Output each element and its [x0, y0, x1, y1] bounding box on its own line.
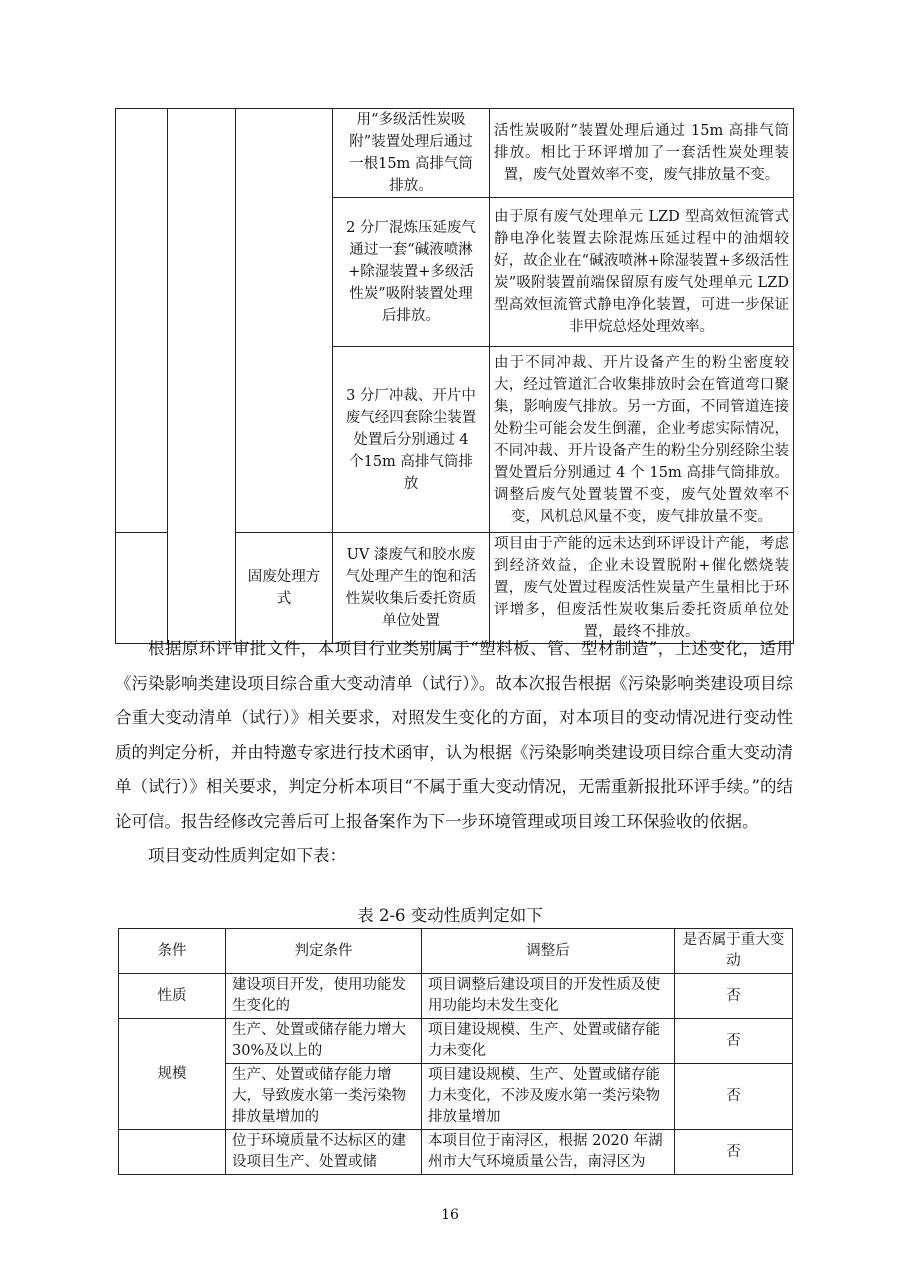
table-row: [119, 1019, 793, 1064]
adjustment-note-cell: 由于原有废气处理单元 LZD 型高效恒流管式静电净化装置去除混炼压延过程中的油烟较好，故企业在“碱液喷淋+除湿装置+多级活性炭”吸附装置前端保留原有废气处理单元 LZD 型高效恒流管式静电净化装置，可进一步保证非甲烷总烃处理效率。: [490, 198, 794, 347]
criterion-cell: 生产、处置或储存能力增大，导致废水第一类污染物排放量增加的: [226, 1064, 422, 1130]
adjustment-note-cell: 项目由于产能的远未达到环评设计产能，考虑到经济效益，企业未设置脱附+催化燃烧装置，废气处置过程废活性炭量产生量相比于环评增多，但废活性炭收集后委托资质单位处置，最终不排放。: [490, 533, 794, 644]
adjusted-cell: 项目调整后建设项目的开发性质及使用功能均未发生变化: [422, 974, 675, 1019]
empty-cell: [236, 109, 333, 533]
page-number: 16: [441, 1207, 459, 1223]
table-row: [116, 109, 794, 198]
table-row: [119, 974, 793, 1019]
category-cell: 固废处理方式: [236, 533, 333, 644]
empty-cell: [116, 109, 168, 533]
empty-cell: [168, 109, 236, 644]
criterion-cell: 位于环境质量不达标区的建设项目生产、处置或储: [226, 1130, 422, 1175]
condition-cell: 规模: [119, 1019, 226, 1130]
criterion-cell: 建设项目开发，使用功能发生变化的: [226, 974, 422, 1019]
original-measure-cell: 2 分厂混炼压延废气通过一套“碱液喷淋+除湿装置+多级活性炭”吸附装置处理后排放。: [333, 198, 490, 347]
adjusted-cell: 本项目位于南浔区，根据 2020 年湖州市大气环境质量公告，南浔区为: [422, 1130, 675, 1175]
adjusted-cell: 项目建设规模、生产、处置或储存能力未变化: [422, 1019, 675, 1064]
original-measure-cell: 3 分厂冲裁、开片中废气经四套除尘装置处置后分别通过 4 个15m 高排气筒排放: [333, 347, 490, 533]
column-header: 判定条件: [226, 929, 422, 974]
empty-cell: [119, 1130, 226, 1175]
table-header-row: [119, 929, 793, 974]
change-nature-table: [118, 928, 793, 1175]
result-cell: 否: [675, 974, 793, 1019]
table-caption: 表 2-6 变动性质判定如下: [357, 906, 543, 925]
adjustment-note-cell: 由于不同冲裁、开片设备产生的粉尘密度较大，经过管道汇合收集排放时会在管道弯口聚集，影响废气排放。另一方面，不同管道连接处粉尘可能会发生倒灌，企业考虑实际情况，不同冲裁、开片设备产生的粉尘分别经除尘装置处置后分别通过 4 个 15m 高排气筒排放。调整后废气处置装置不变，废气处置效率不变，风机总风量不变，废气排放量不变。: [490, 347, 794, 533]
result-cell: 否: [675, 1130, 793, 1175]
criterion-cell: 生产、处置或储存能力增大 30%及以上的: [226, 1019, 422, 1064]
condition-cell: 性质: [119, 974, 226, 1019]
adjustment-note-cell: 活性炭吸附”装置处理后通过 15m 高排气筒排放。相比于环评增加了一套活性炭处理装置，废气处置效率不变，废气排放量不变。: [490, 109, 794, 198]
table-row: [119, 1130, 793, 1175]
body-section: [115, 632, 793, 874]
column-header: 是否属于重大变动: [675, 929, 793, 974]
result-cell: 否: [675, 1019, 793, 1064]
result-cell: 否: [675, 1064, 793, 1130]
empty-cell: [116, 533, 168, 644]
original-measure-cell: 用“多级活性炭吸附”装置处理后通过一根15m 高排气筒排放。: [333, 109, 490, 198]
adjusted-cell: 项目建设规模、生产、处置或储存能力未变化，不涉及废水第一类污染物排放量增加: [422, 1064, 675, 1130]
original-measure-cell: UV 漆废气和胶水废气处理产生的饱和活性炭收集后委托资质单位处置: [333, 533, 490, 644]
change-detail-table: [115, 108, 794, 644]
column-header: 条件: [119, 929, 226, 974]
paragraph: 根据原环评审批文件，本项目行业类别属于“塑料板、管、型材制造”，上述变化，适用《污染影响类建设项目综合重大变动清单（试行）》。故本次报告根据《污染影响类建设项目综合重大变动清单（试行）》相关要求，对照发生变化的方面，对本项目的变动情况进行变动性质的判定分析，并由特邀专家进行技术函审，认为根据《污染影响类建设项目综合重大变动清单（试行）》相关要求，判定分析本项目“不属于重大变动情况，无需重新报批环评手续。”的结论可信。报告经修改完善后可上报备案作为下一步环境管理或项目竣工环保验收的依据。: [115, 639, 793, 831]
column-header: 调整后: [422, 929, 675, 974]
paragraph: 项目变动性质判定如下表：: [148, 846, 346, 865]
